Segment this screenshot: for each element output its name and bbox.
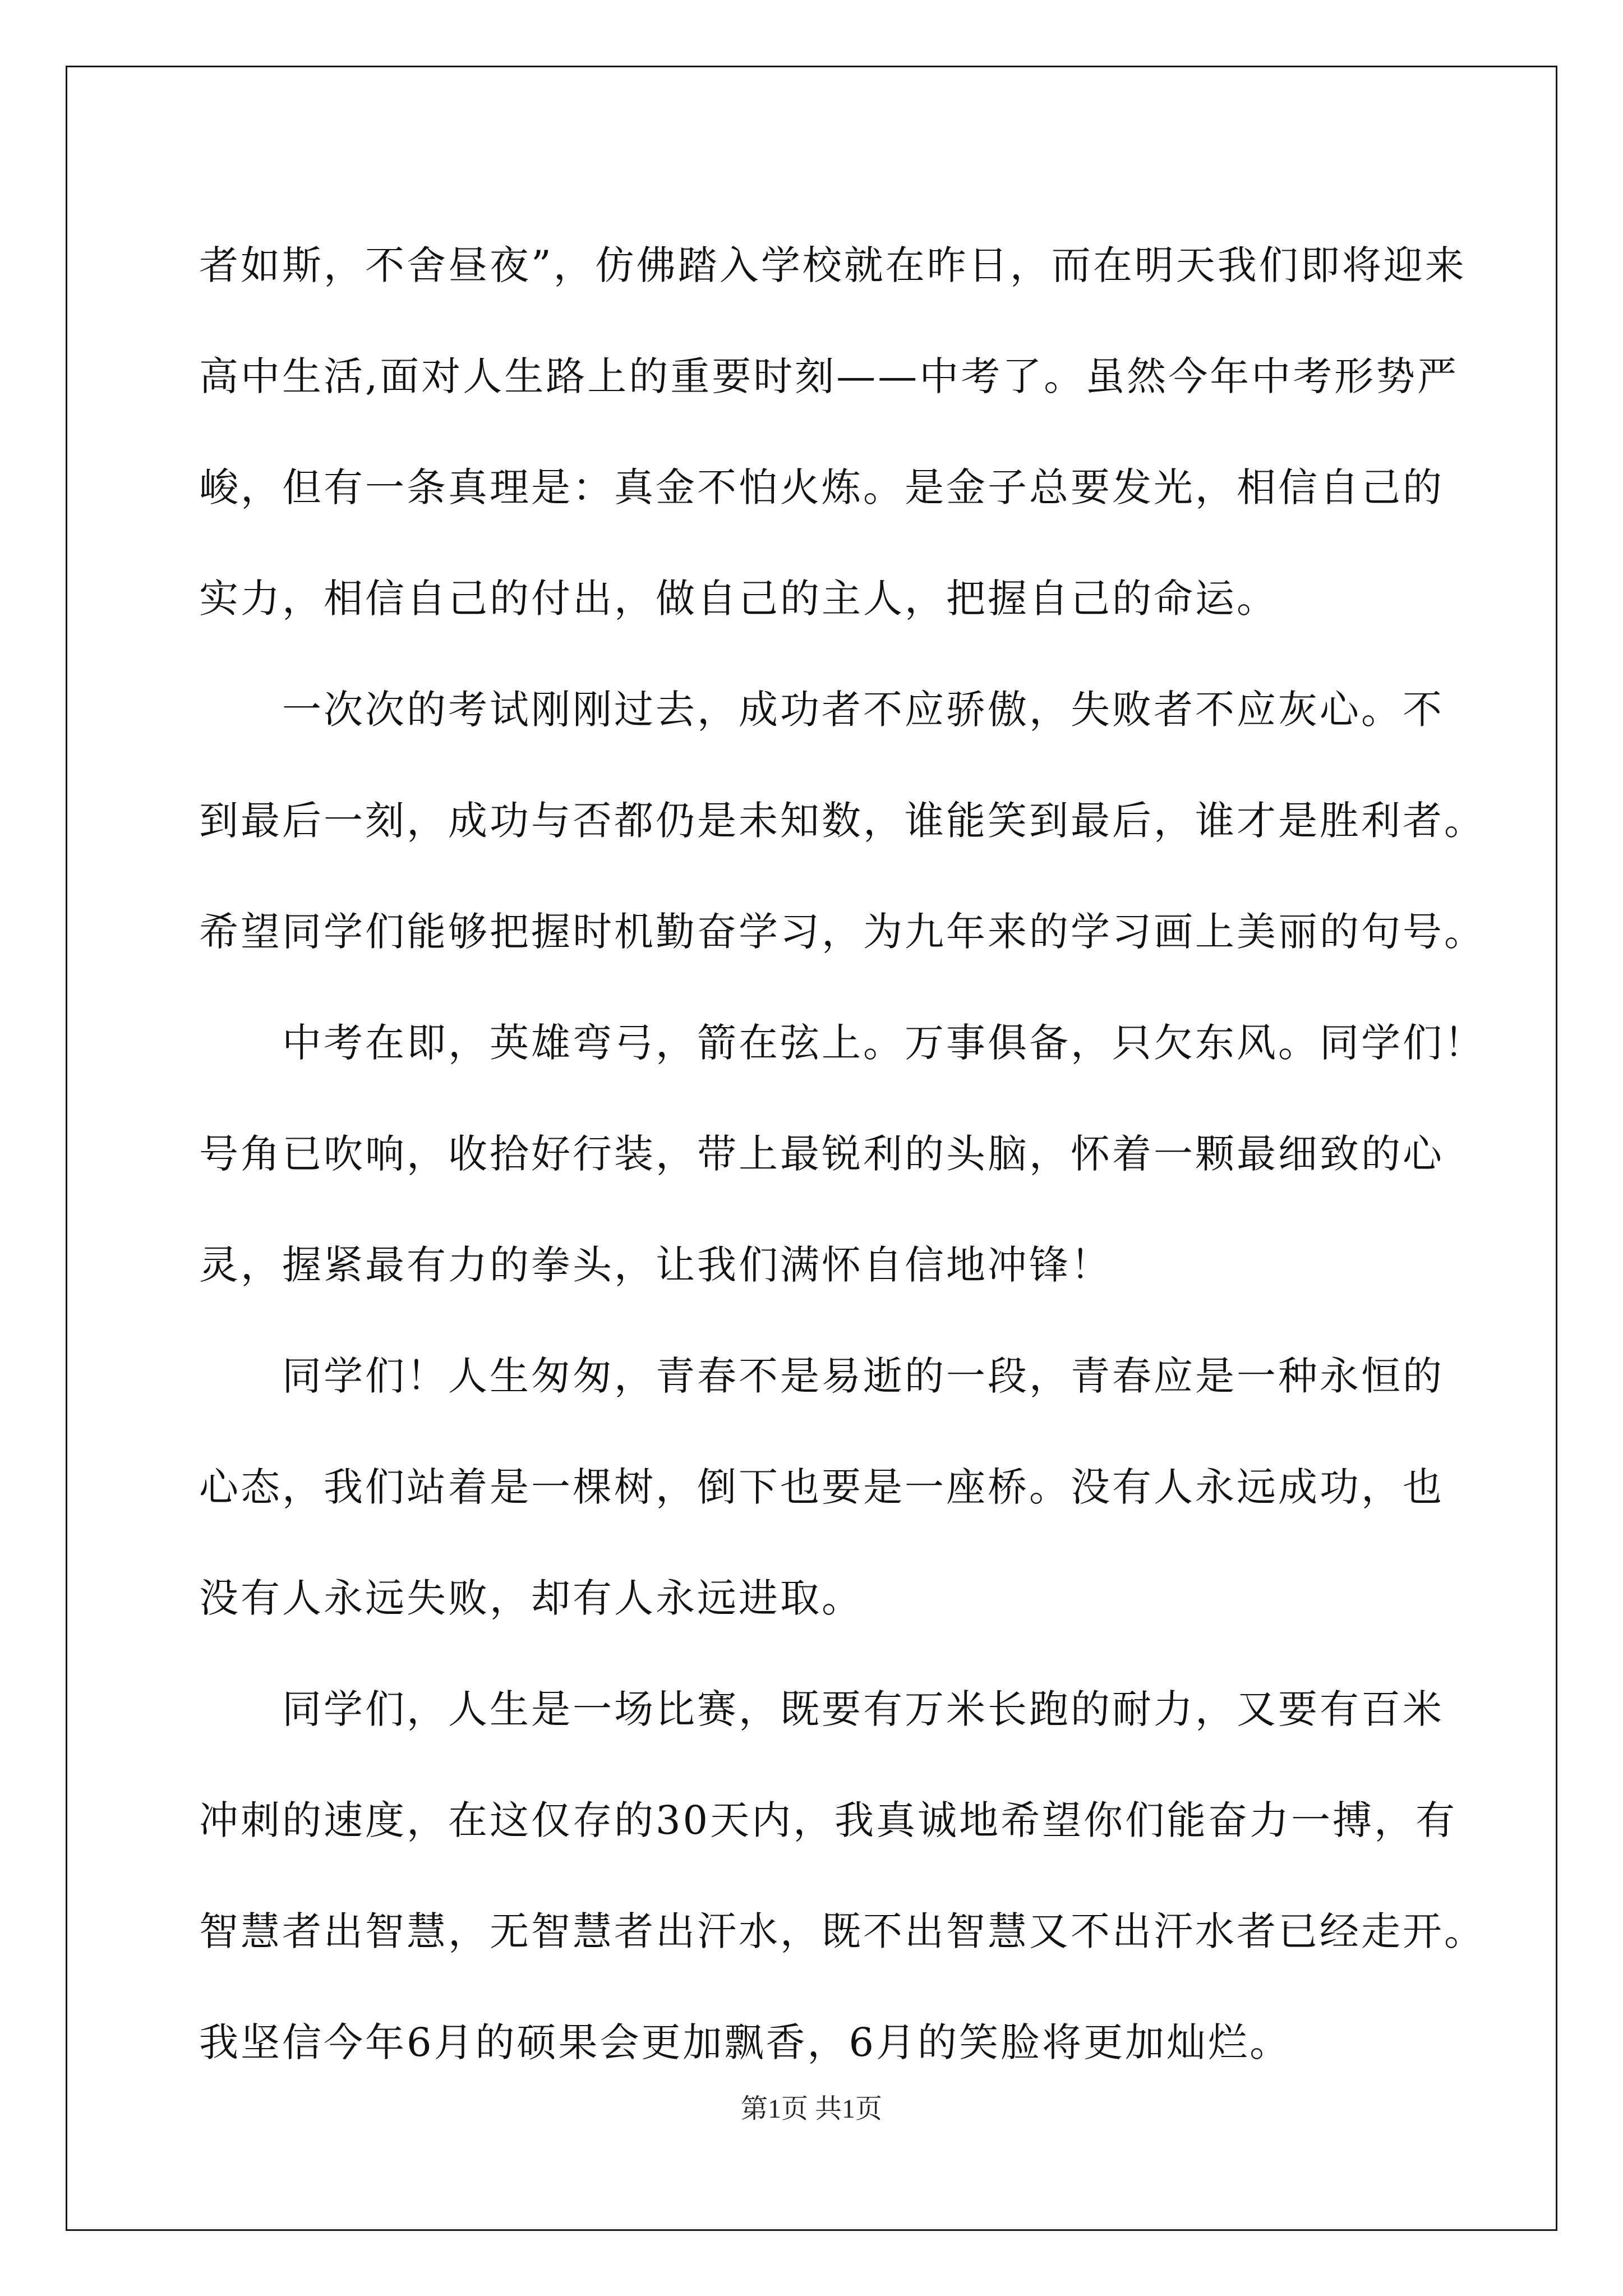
text-line: 实力，相信自己的付出，做自己的主人，把握自己的命运。 [199, 576, 1278, 622]
text-line: 峻，但有一条真理是：真金不怕火炼。是金子总要发光，相信自己的 [199, 464, 1444, 510]
text-line: 冲刺的速度，在这仅存的30天内，我真诚地希望你们能奋力一搏，有 [199, 1797, 1458, 1843]
document-body [199, 210, 1486, 2098]
text-line: 心态，我们站着是一棵树，倒下也要是一座桥。没有人永远成功，也 [199, 1464, 1444, 1510]
paragraph-first-line: 一次次的考试刚刚过去，成功者不应骄傲，失败者不应灰心。不 [282, 687, 1444, 733]
text-line: 灵，握紧最有力的拳头，让我们满怀自信地冲锋！ [199, 1242, 1112, 1288]
paragraph-first-line: 同学们！人生匆匆，青春不是易逝的一段，青春应是一种永恒的 [282, 1353, 1444, 1399]
page-footer: 第1页 共1页 [740, 2094, 882, 2124]
paragraph-first-line: 同学们，人生是一场比赛，既要有万米长跑的耐力，又要有百米 [282, 1686, 1444, 1732]
text-line: 高中生活,面对人生路上的重要时刻——中考了。虽然今年中考形势严 [199, 353, 1459, 399]
text-line: 没有人永远失败，却有人永远进取。 [199, 1575, 863, 1621]
text-line: 号角已吹响，收拾好行装，带上最锐利的头脑，怀着一颗最细致的心 [199, 1131, 1444, 1177]
text-line: 智慧者出智慧，无智慧者出汗水，既不出智慧又不出汗水者已经走开。 [199, 1908, 1486, 1954]
text-line: 者如斯，不舍昼夜”，仿佛踏入学校就在昨日，而在明天我们即将迎来 [199, 242, 1467, 288]
text-line: 希望同学们能够把握时机勤奋学习，为九年来的学习画上美丽的句号。 [199, 909, 1486, 955]
text-line: 我坚信今年6月的硕果会更加飘香，6月的笑脸将更加灿烂。 [199, 2019, 1292, 2065]
paragraph-first-line: 中考在即，英雄弯弓，箭在弦上。万事俱备，只欠东风。同学们！ [282, 1020, 1486, 1066]
text-line: 到最后一刻，成功与否都仍是未知数，谁能笑到最后，谁才是胜利者。 [199, 798, 1486, 844]
